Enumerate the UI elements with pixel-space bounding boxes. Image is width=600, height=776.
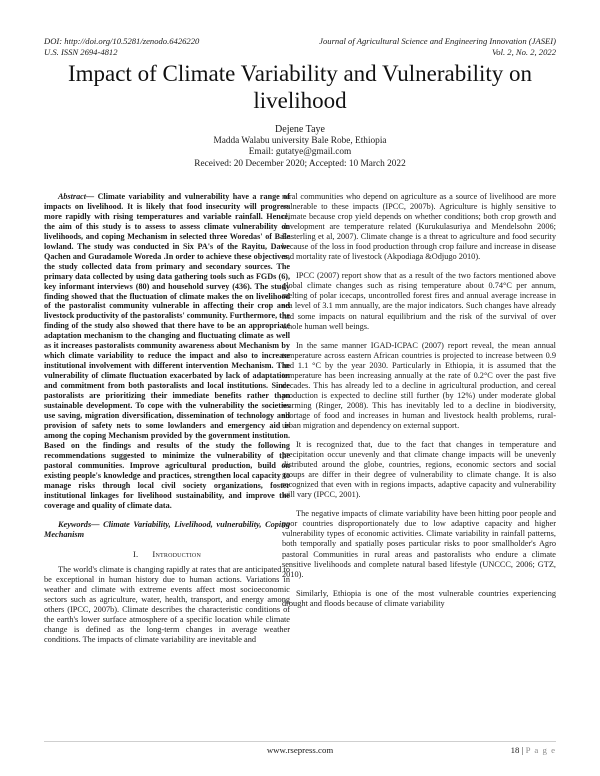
issn: U.S. ISSN 2694-4812 <box>44 47 118 57</box>
body-paragraph: The negative impacts of climate variability have been hitting poor people and poor countries disproportionately due to low adaptive capacity and higher vulnerability types of economic activities. Climate variability in rainfall patterns, both temporally and spatially poses particular risks to poor smallholder's Agro pastoral Communities in rural areas and pastoralists who endure a climate sensitive livelihoods and complete natural based lifestyle (UNCCC, 2006; GTZ, 2010). <box>282 509 556 579</box>
author-name: Dejene Taye <box>275 124 325 135</box>
keywords: Keywords— Climate Variability, Livelihood, vulnerability, Coping Mechanism <box>44 519 290 539</box>
body-paragraph: IPCC (2007) report show that as a result of the two factors mentioned above global climate changes such as rising temperature about 0.74°C per annum, melting of polar icecaps, uncontrolled forest fires and annual average increase in sea level of 3.1 mm annually, are the major indicators. Such changes have already had some impacts on natural equilibrium and the risk of the survival of over whole human well beings. <box>282 271 556 331</box>
header-left <box>44 36 199 58</box>
page-number <box>511 742 556 758</box>
author-block <box>40 124 560 170</box>
volume-info: Vol. 2, No. 2, 2022 <box>492 47 556 57</box>
abstract-lead: Abstract— <box>58 192 95 201</box>
header-right <box>319 36 556 58</box>
abstract <box>44 192 290 511</box>
page-number-value: 18 | <box>510 745 524 755</box>
section-heading <box>44 549 290 559</box>
page-word: P a g e <box>525 745 556 755</box>
journal-name: Journal of Agricultural Science and Engineering Innovation (JASEI) <box>319 36 556 46</box>
body-paragraph: It is recognized that, due to the fact that changes in temperature and precipitation occur unevenly and that climate change impacts will be unevenly distributed around the globe, countries, regions, economic sectors and social groups are differ in their degree of vulnerability to climate change. It is also recognized that even with in regions impacts, adaptive capacity and vulnerability will vary (IPCC, 2001). <box>282 440 556 500</box>
body-paragraph: rural communities who depend on agriculture as a source of livelihood are more vulnerable to these impacts (IPCC, 2007b). Agriculture is highly sensitive to climate because crop yield depends on whether conditions; both crop growth and development are temperature related (Kurukulasuriya and Mendelsohn 2006; Easterling et al, 2007). Climate change is a threat to agriculture and food security because of the loss in food production through crop failure and increase in disease and mortality rate of livestock (Akpodiaga &Odjugo 2010). <box>282 192 556 262</box>
right-column <box>282 192 556 609</box>
received-accepted-dates: Received: 20 December 2020; Accepted: 10 March 2022 <box>194 158 406 169</box>
body-paragraph: Similarly, Ethiopia is one of the most vulnerable countries experiencing drought and floods because of climate variability <box>282 588 556 608</box>
abstract-text: Climate variability and vulnerability have a range of impacts on livelihood. It is likely that food insecurity will progress more rapidly with rising temperatures and variable rainfall. Hence, the aim of this study is to assess to assess climate vulnerability on livelihoods, and coping Mechanism in selected three Woredas' of Bale lowland. The study was conducted in Six PA's of the Rayitu, Dawe Qachen and Guradamole Woreda .In order to achieve these objectives, the study collected data from primary and secondary sources. The primary data collected by using data gathering tools such as FGDs (6), key informant interviews (80) and household survey (436). The study finding showed that the fluctuation of climate makes the on livelihood of the pastoralist community vulnerable in affecting their crop and livestock productivity of the pastoralists' community. Furthermore, the finding of the study also showed that there have to be an appropriate adaptation mechanism to the changing and fluctuating climate as well as it increases pastoralists community awareness about Mechanism by which climate variability to reduce the impact and also to increase institutional involvement with different intervention Mechanism. The vulnerability of climate fluctuation exacerbated by lack of adaptation and commitment from both pastoralists and local institutions. Since pastoralists are prioritizing their immediate benefits rather than sustainable development. To cope with the vulnerability the societies use saving, migration diversification, dissemination of technology and provision of safety nets to some lowlanders and emergency aid is among the coping Mechanism provided by the government institution. Based on the findings and results of the study the following recommendations suggested to minimize the vulnerability of the pastoral communities. Improve agricultural production, build on existing people's knowledge and practices, strengthen local capacity to manage risks through local civil society organizations, foster institutional linkages for livelihood sustainability, and improve the coverage and quality of climate data. <box>44 192 290 510</box>
intro-paragraph: The world's climate is changing rapidly at rates that are anticipated to be exceptional in human history due to human actions. Variations in weather and climate with extreme events affect most socioeconomic sectors such as agriculture, water, health, transport, and energy among others (IPCC, 2007b). Climate describes the characteristic conditions of the earth's lower surface atmosphere of a specific location while climate change is defined as the long-term changes in average weather conditions. The impacts of climate variability are inevitable and <box>44 564 290 644</box>
author-email[interactable]: Email: gutatye@gmail.com <box>248 147 352 157</box>
section-title: Introduction <box>152 548 201 559</box>
page-footer <box>44 741 556 756</box>
doi-link[interactable]: DOI: http://doi.org/10.5281/zenodo.6426220 <box>44 36 200 46</box>
body-paragraph: In the same manner IGAD-ICPAC (2007) report reveal, the mean annual temperature across eastern African countries is projected to increase between 0.9 and 1.1 °C by the year 2030. Particularly in Ethiopia, it is assumed that the temperature has been increasing annually at the rate of 0.2°C over the past five decades. This has already led to a decline in agricultural production, and cereal production is expected to decline still further (by 12%) under moderate global warming (Ringer, 2008). This has inevitably led to a decline in biodiversity, shortage of food and increases in human and livestock health problems, rural-urban migration and dependency on external support. <box>282 340 556 430</box>
website-link[interactable]: www.rsepress.com <box>266 745 334 755</box>
section-number: I. <box>132 548 139 559</box>
author-affiliation: Madda Walabu university Bale Robe, Ethiopia <box>213 135 387 146</box>
left-column <box>44 192 290 645</box>
paper-title: Impact of Climate Variability and Vulnerability on livelihood <box>67 61 533 113</box>
